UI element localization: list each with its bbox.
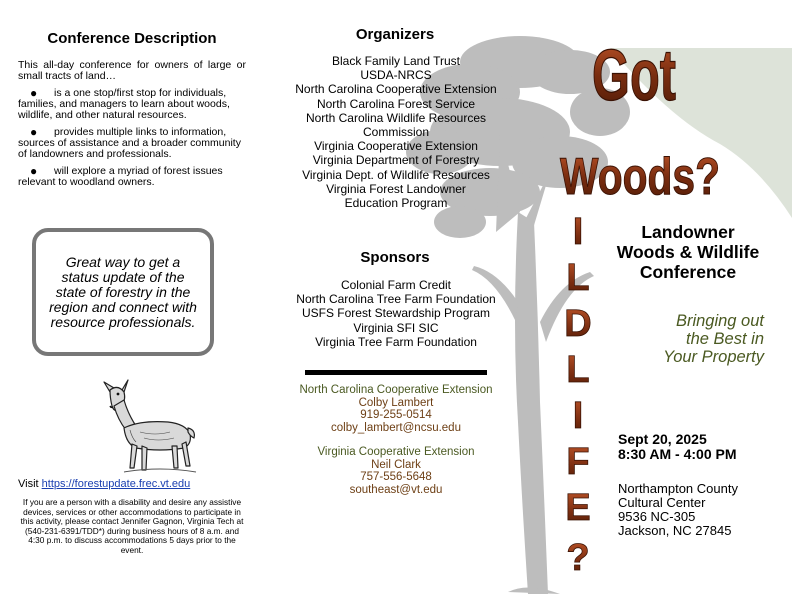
sponsor-item: USFS Forest Stewardship Program xyxy=(301,306,491,321)
tagline: Bringing out the Best in Your Property xyxy=(663,312,764,366)
description-title: Conference Description xyxy=(47,30,217,47)
organizer-item: North Carolina Forest Service xyxy=(316,96,476,111)
contact-block xyxy=(278,384,514,434)
wildlife-letter: F xyxy=(566,441,590,483)
description-intro: This all-day conference for owners of large or small tracts of land… xyxy=(18,59,246,82)
organizer-item: North Carolina Cooperative Extension xyxy=(295,82,497,97)
contact-email[interactable]: colby_lambert@ncsu.edu xyxy=(331,421,461,434)
organizer-item: Virginia Dept. of Wildlife Resources xyxy=(302,167,490,182)
got-woods-title xyxy=(540,34,730,210)
title-got: Got xyxy=(592,34,677,116)
contact-org: North Carolina Cooperative Extension xyxy=(299,384,493,396)
wildlife-letter: I xyxy=(572,395,584,437)
website-link[interactable]: https://forestupdate.frec.vt.edu xyxy=(41,478,191,490)
description-bullet: ● is a one stop/first stop for individuals, families, and managers to learn about woods, wildlife, and other natural resources. xyxy=(18,86,230,121)
wildlife-vertical-letters xyxy=(558,210,598,590)
organizer-item: Virginia Forest Landowner Education Program xyxy=(326,181,466,211)
sponsor-item: Colonial Farm Credit xyxy=(340,278,452,292)
organizer-item: USDA-NRCS xyxy=(360,68,432,83)
sponsor-item: North Carolina Tree Farm Foundation xyxy=(296,292,496,307)
contact-name: Colby Lambert xyxy=(358,396,434,409)
description-bullets xyxy=(18,88,246,194)
organizers-title: Organizers xyxy=(355,26,435,43)
description-bullet: ● provides multiple links to information, sources of assistance and a broader community of landowners and professionals. xyxy=(18,125,241,160)
organizer-item: North Carolina Wildlife Resources Commission xyxy=(305,110,487,140)
description-bullet: ● will explore a myriad of forest issues relevant to woodland owners. xyxy=(18,164,223,188)
deer-illustration-icon xyxy=(100,380,200,476)
sponsor-item: Virginia Tree Farm Foundation xyxy=(315,334,477,349)
contact-name: Neil Clark xyxy=(371,458,421,471)
wildlife-letter: ? xyxy=(566,537,590,579)
callout-text: Great way to get a status update of the state of forestry in the region and connect with resource professionals. xyxy=(49,253,197,330)
organizer-item: Virginia Department of Forestry xyxy=(312,153,480,168)
sponsors-title: Sponsors xyxy=(360,249,430,266)
bullet-icon: ● xyxy=(30,164,38,178)
event-time: 8:30 AM - 4:00 PM xyxy=(618,446,737,462)
wildlife-letter: E xyxy=(565,487,591,529)
organizers-list xyxy=(278,54,514,210)
visit-line: Visit https://forestupdate.frec.vt.edu xyxy=(18,478,191,490)
wildlife-letter: D xyxy=(564,303,592,345)
wildlife-letter: I xyxy=(572,211,584,253)
contact-block xyxy=(278,446,514,496)
section-divider xyxy=(305,370,487,375)
contact-org: Virginia Cooperative Extension xyxy=(317,446,475,458)
bullet-icon: ● xyxy=(30,125,38,139)
contact-phone: 919-255-0514 xyxy=(360,409,432,421)
conference-name: Landowner Woods & Wildlife Conference xyxy=(616,222,760,282)
organizer-item: Black Family Land Trust xyxy=(331,54,461,68)
accessibility-notice: If you are a person with a disability and desire any assistive devices, services or other accommodations to participate in this activity, please contact Jennifer Gagnon, Virginia Tech at (540-231-6391/TDD*) during business hours of 8 a.m. and 4:30 p.m. to discuss accommodations 5 days prior to the event. xyxy=(20,497,244,555)
event-date: Sept 20, 2025 xyxy=(618,431,707,447)
sponsors-list xyxy=(278,278,514,349)
bullet-icon: ● xyxy=(30,86,38,100)
wildlife-letter: L xyxy=(566,349,590,391)
organizer-item: Virginia Cooperative Extension xyxy=(314,139,478,154)
title-woods: Woods? xyxy=(560,148,720,206)
callout-box xyxy=(32,228,214,356)
event-date-time xyxy=(618,432,737,462)
event-venue: Northampton County Cultural Center 9536 NC-305 Jackson, NC 27845 xyxy=(618,481,738,538)
contact-email[interactable]: southeast@vt.edu xyxy=(349,483,443,496)
wildlife-letter: L xyxy=(566,257,590,299)
contact-phone: 757-556-5648 xyxy=(360,471,432,483)
sponsor-item: Virginia SFI SIC xyxy=(353,320,439,335)
